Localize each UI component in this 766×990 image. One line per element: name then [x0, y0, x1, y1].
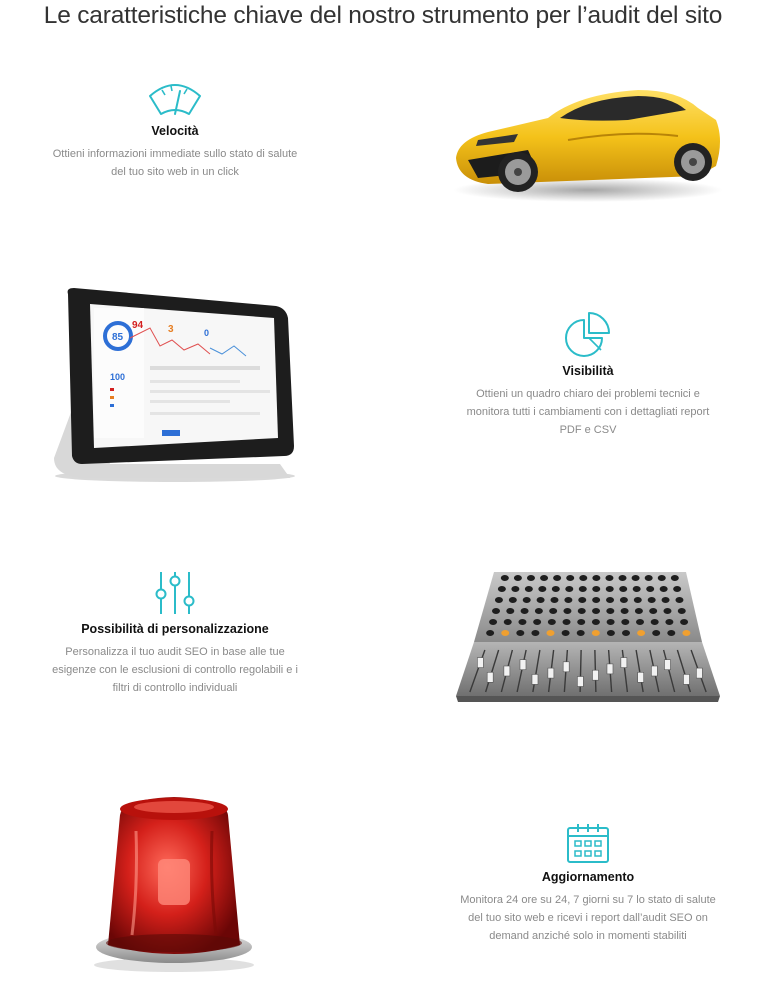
feature-title: Possibilità di personalizzazione	[81, 622, 269, 636]
tablet-score-side: 100	[110, 372, 126, 382]
feature-visibility	[458, 310, 718, 439]
feature-speed	[45, 82, 305, 181]
feature-description: Ottieni informazioni immediate sullo stato di salute del tuo sito web in un click	[52, 148, 298, 178]
sports-car-image	[448, 80, 728, 205]
tablet-score-notices: 0	[204, 328, 210, 338]
feature-customization	[45, 570, 305, 697]
tablet-dashboard-image	[50, 288, 300, 483]
mixing-console-image	[454, 570, 722, 705]
calendar-icon	[566, 822, 610, 864]
pie-chart-icon	[565, 310, 611, 358]
sliders-icon	[153, 570, 197, 616]
feature-updates	[458, 822, 718, 945]
speedometer-icon	[147, 82, 203, 118]
tablet-score-warnings: 3	[168, 324, 174, 335]
tablet-score-errors: 94	[132, 320, 144, 331]
siren-light-image	[82, 795, 267, 975]
feature-title: Velocità	[151, 124, 199, 138]
feature-title: Aggiornamento	[541, 870, 635, 884]
feature-description: Monitora 24 ore su 24, 7 giorni su 7 lo stato di salute del tuo sito web e ricevi i report dall’audit SEO on demand anziché solo in momenti stabiliti	[460, 894, 716, 942]
page-title: Le caratteristiche chiave del nostro strumento per l’audit del sito	[43, 2, 723, 29]
feature-description: Personalizza il tuo audit SEO in base alle tue esigenze con le esclusioni di controllo regolabili e i filtri di controllo individuali	[52, 646, 298, 694]
feature-title: Visibilità	[562, 364, 614, 378]
feature-description: Ottieni un quadro chiaro dei problemi tecnici e monitora tutti i cambiamenti con i dettagliati report PDF e CSV	[466, 388, 710, 436]
tablet-score-main: 85	[112, 332, 124, 343]
